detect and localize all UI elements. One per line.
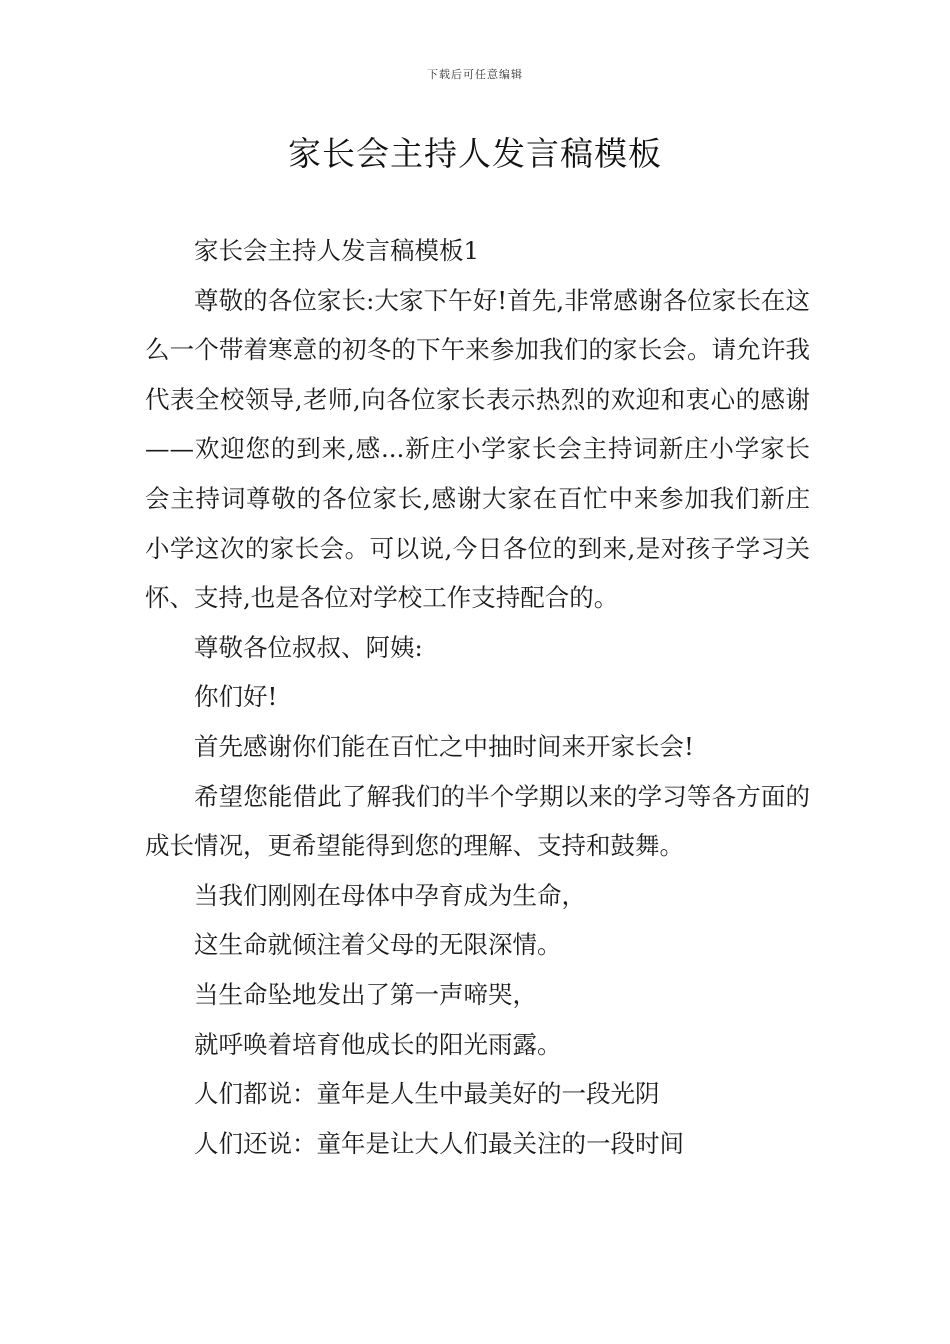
paragraph-poem-line: 当我们刚刚在母体中孕育成为生命， [194, 880, 586, 910]
paragraph-opening: 尊敬的各位家长:大家下午好!首先,非常感谢各位家长在这么一个带着寒意的初冬的下午来参加我们的家长会。请允许我代表全校领导,老师,向各位家长表示热烈的欢迎和衷心的感谢——欢迎您的到来,感...新庄小学家长会主持词新庄小学家长会主持词尊敬的各位家长,感谢大家在百忙中来参加我们新庄小学这次的家长会。可以说,今日各位的到来,是对孩子学习关怀、支持,也是各位对学校工作支持配合的。 [145, 285, 810, 613]
header-note: 下载后可任意编辑 [427, 68, 523, 81]
paragraph-greeting: 尊敬各位叔叔、阿姨: [194, 632, 423, 662]
paragraph-thanks: 首先感谢你们能在百忙之中抽时间来开家长会! [194, 731, 694, 761]
paragraph-poem-line: 当生命坠地发出了第一声啼哭， [194, 979, 537, 1009]
paragraph-poem-line: 人们都说：童年是人生中最美好的一段光阴 [194, 1079, 660, 1109]
paragraph-poem-line: 这生命就倾注着父母的无限深情。 [194, 930, 562, 960]
document-body [145, 226, 810, 1168]
paragraph-subtitle: 家长会主持人发言稿模板1 [194, 236, 480, 265]
paragraph-hello: 你们好! [194, 682, 278, 712]
document-title: 家长会主持人发言稿模板 [288, 134, 662, 173]
paragraph-hope: 希望您能借此了解我们的半个学期以来的学习等各方面的成长情况，更希望能得到您的理解、支持和鼓舞。 [145, 781, 810, 861]
paragraph-poem-line: 人们还说：童年是让大人们最关注的一段时间 [194, 1128, 684, 1158]
paragraph-poem-line: 就呼唤着培育他成长的阳光雨露。 [194, 1029, 562, 1059]
